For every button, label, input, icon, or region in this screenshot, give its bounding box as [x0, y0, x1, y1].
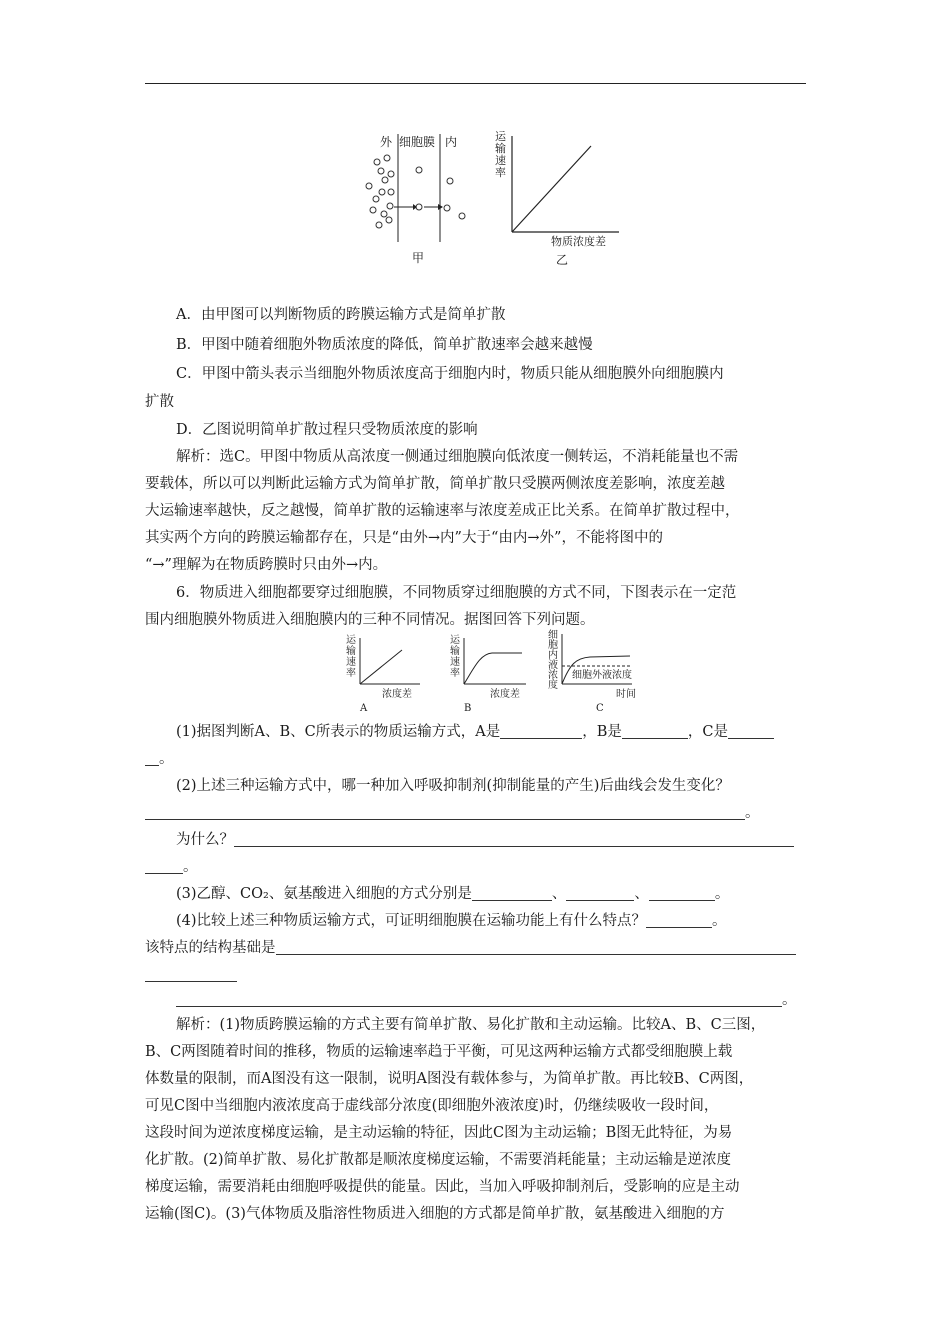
analysis5-line1: 解析：选C。甲图中物质从高浓度一侧通过细胞膜向低浓度一侧转运，不消耗能量也不需 [176, 449, 739, 465]
analysis6-line4: 可见C图中当细胞内液浓度高于虚线部分浓度(即细胞外液浓度)时，仍继续吸收一段时间， [145, 1098, 719, 1114]
a-y-char-4: 率 [346, 668, 356, 679]
analysis6-line3: 体数量的限制，而A图没有这一限制，说明A图没有载体参与，为简单扩散。再比较B、C两图， [145, 1071, 754, 1087]
analysis6-line5: 这段时间为逆浓度梯度运输，是主动运输的特征，因此C图为主动运输；B图无此特征，为易 [145, 1125, 733, 1141]
question6-line1: 6．物质进入细胞都要穿过细胞膜，不同物质穿过细胞膜的方式不同，下图表示在一定范 [176, 585, 737, 601]
header-rule [145, 83, 806, 84]
c-y-char-4: 液 [548, 660, 558, 671]
option-c-line2: 扩散 [145, 394, 174, 410]
q1-blank-c-cont[interactable] [145, 747, 159, 766]
analysis6-line8: 运输(图C)。(3)气体物质及脂溶性物质进入细胞的方式都是简单扩散，氨基酸进入细胞的方 [145, 1206, 725, 1222]
outside-label: 外 [380, 135, 393, 149]
inside-label: 内 [445, 135, 458, 149]
q3-blank-3[interactable] [649, 882, 715, 901]
q4-end: 。 [712, 913, 727, 929]
a-x-label: 浓度差 [382, 689, 412, 700]
q1-blank-b[interactable] [622, 720, 688, 739]
a-y-char-3: 速 [346, 657, 356, 668]
q1-line2 [145, 745, 806, 773]
c-y-char-1: 细 [548, 630, 558, 641]
y-axis-char-3: 速 [495, 154, 506, 167]
option-a: A．由甲图可以判断物质的跨膜运输方式是简单扩散 [176, 307, 506, 323]
a-y-char-1: 运 [346, 635, 356, 646]
b-y-char-4: 率 [450, 668, 460, 679]
q4-basis-blank[interactable] [276, 936, 796, 955]
q4-basis-blank-2[interactable] [145, 963, 237, 982]
c-y-char-2: 胞 [548, 640, 558, 651]
q2-end: 。 [745, 805, 760, 821]
q4-basis-line2 [145, 961, 806, 989]
figure-transport [340, 628, 640, 720]
analysis5-line4: 其实两个方向的跨膜运输都存在，只是“由外→内”大于“由内→外”，不能将图中的 [145, 530, 663, 546]
why-line2 [145, 853, 806, 881]
c-y-char-5: 浓 [548, 670, 558, 681]
c-y-char-6: 度 [548, 680, 558, 691]
c-y-char-3: 内 [548, 650, 558, 661]
panel-a-label: A [360, 703, 368, 714]
figure-transport-svg [340, 628, 640, 720]
q3-line [145, 880, 806, 908]
b-y-char-3: 速 [450, 657, 460, 668]
b-x-label: 浓度差 [490, 689, 520, 700]
q4-blank[interactable] [646, 909, 712, 928]
q3-sep-2: 、 [634, 886, 649, 902]
analysis6-line7: 梯度运输，需要消耗由细胞呼吸提供的能量。因此，当加入呼吸抑制剂后，受影响的应是主动 [145, 1179, 740, 1195]
analysis5-line5: “→”理解为在物质跨膜时只由外→内。 [145, 557, 388, 573]
final-blank[interactable] [176, 988, 782, 1007]
c-dashed-label: 细胞外液浓度 [572, 670, 632, 681]
option-c-line1: C．甲图中箭头表示当细胞外物质浓度高于细胞内时，物质只能从细胞膜外向细胞膜内 [176, 366, 724, 382]
analysis5-line3: 大运输速率越快，反之越慢，简单扩散的运输速率与浓度差成正比关系。在简单扩散过程中， [145, 503, 740, 519]
option-d: D．乙图说明简单扩散过程只受物质浓度的影响 [176, 422, 478, 438]
why-line [145, 826, 806, 854]
x-axis-label: 物质浓度差 [551, 235, 606, 248]
b-curve [464, 653, 522, 684]
q4-line [145, 907, 806, 935]
caption-jia: 甲 [412, 251, 425, 265]
c-x-label: 时间 [616, 689, 636, 700]
b-y-char-2: 输 [450, 646, 460, 657]
q2-answer-line [145, 799, 806, 827]
question6-line2: 围内细胞膜外物质进入细胞膜内的三种不同情况。据图回答下列问题。 [145, 612, 595, 628]
panel-c-label: C [596, 703, 604, 714]
q3-end: 。 [714, 886, 730, 902]
analysis5-line2: 要载体，所以可以判断此运输方式为简单扩散，简单扩散只受膜两侧浓度差影响，浓度差越 [145, 476, 725, 492]
figure-diffusion [355, 128, 625, 273]
q1-b-text: ，B是 [582, 724, 622, 740]
caption-yi: 乙 [556, 253, 569, 267]
q3-blank-1[interactable] [472, 882, 552, 901]
why-end: 。 [183, 859, 198, 875]
q2-text: (2)上述三种运输方式中，哪一种加入呼吸抑制剂(抑制能量的产生)后曲线会发生变化？ [176, 778, 730, 794]
b-y-char-1: 运 [450, 635, 460, 646]
y-axis-char-2: 输 [495, 142, 506, 155]
why-text: 为什么？ [176, 832, 234, 848]
q1-blank-c[interactable] [728, 720, 774, 739]
a-curve [360, 650, 402, 684]
q1-blank-a[interactable] [500, 720, 582, 739]
y-axis-char-1: 运 [495, 130, 506, 143]
rate-line [512, 146, 591, 232]
q4-text: (4)比较上述三种物质运输方式，可证明细胞膜在运输功能上有什么特点？ [176, 913, 647, 929]
final-answer-line [176, 986, 806, 1014]
option-b: B．甲图中随着细胞外物质浓度的降低，简单扩散速率会越来越慢 [176, 337, 593, 353]
q2-blank[interactable] [145, 801, 745, 820]
q1-text: (1)据图判断A、B、C所表示的物质运输方式，A是 [176, 724, 501, 740]
why-blank-cont[interactable] [145, 855, 183, 874]
analysis6-line6: 化扩散。(2)简单扩散、易化扩散都是顺浓度梯度运输，不需要消耗能量；主动运输是逆浓度 [145, 1152, 732, 1168]
q4-basis-line [145, 934, 806, 962]
final-end: 。 [782, 992, 797, 1008]
q1-line [145, 718, 806, 746]
a-y-char-2: 输 [346, 646, 356, 657]
membrane-label: 细胞膜 [399, 135, 436, 149]
molecules-outside [366, 155, 394, 228]
q4-basis-text: 该特点的结构基础是 [145, 940, 276, 956]
analysis6-line1: 解析：(1)物质跨膜运输的方式主要有简单扩散、易化扩散和主动运输。比较A、B、C三图， [176, 1017, 766, 1033]
why-blank[interactable] [234, 828, 794, 847]
q3-text: (3)乙醇、CO₂、氨基酸进入细胞的方式分别是 [176, 886, 472, 902]
analysis6-line2: B、C两图随着时间的推移，物质的运输速率趋于平衡，可见这两种运输方式都受细胞膜上载 [145, 1044, 733, 1060]
figure-diffusion-svg [355, 128, 625, 273]
q1-end: 。 [159, 751, 174, 767]
panel-b-label: B [464, 703, 472, 714]
y-axis-char-4: 率 [495, 166, 506, 179]
q3-sep-1: 、 [551, 886, 567, 902]
q3-blank-2[interactable] [566, 882, 634, 901]
q1-c-text: ，C是 [687, 724, 728, 740]
